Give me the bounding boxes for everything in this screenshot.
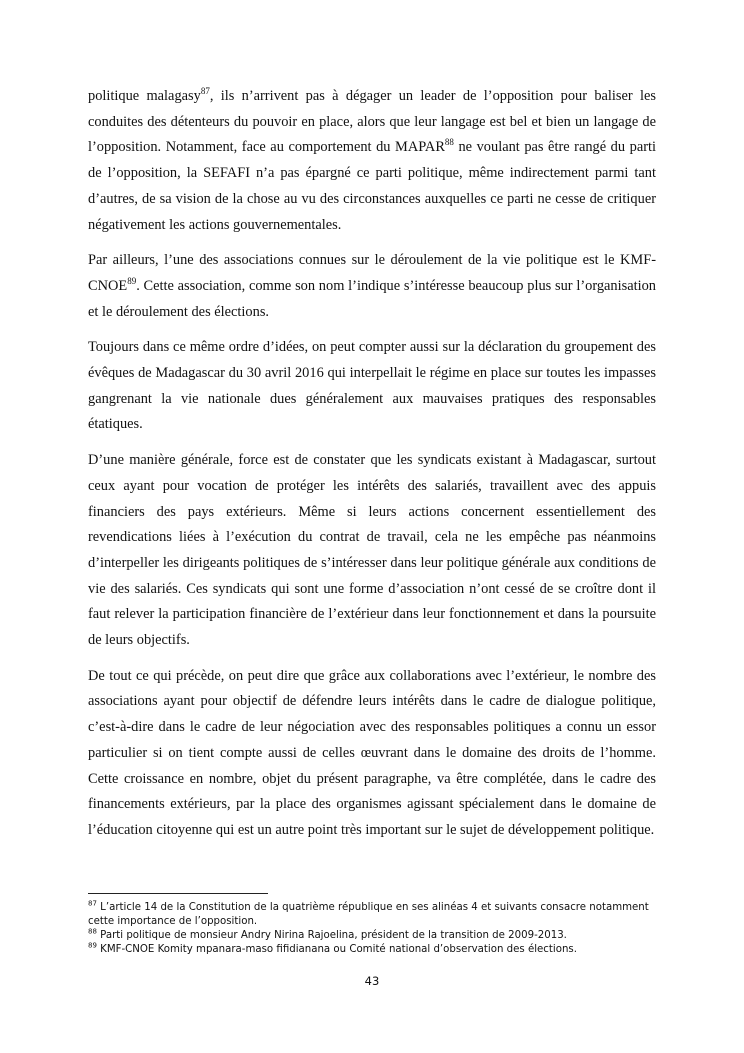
footnote-number: 88 <box>88 927 97 936</box>
footnotes <box>88 901 656 957</box>
paragraph-text: . Cette association, comme son nom l’indique s’intéresse beaucoup plus sur l’organisation et le déroulement des élections. <box>88 277 656 320</box>
footnote-number: 87 <box>88 899 97 908</box>
footnote-ref-89[interactable]: 89 <box>127 276 137 287</box>
paragraph-text: , ils n’arrivent pas à dégager un leader de l’opposition pour baliser les conduites des détenteurs du pouvoir en place, alors que leur langage est bel et bien un langage de l’opposition. Notamment, face au comportement du MAPAR <box>88 88 656 156</box>
paragraph-3 <box>88 335 656 438</box>
footnote-ref-88[interactable]: 88 <box>444 137 454 148</box>
paragraph-2 <box>88 248 656 325</box>
footnote-text: L’article 14 de la Constitution de la quatrième république en ses alinéas 4 et suivants consacre notamment cette importance de l’opposition. <box>88 902 649 927</box>
paragraph-text: D’une manière générale, force est de constater que les syndicats existant à Madagascar, surtout ceux ayant pour vocation de protéger les intérêts des salariés, travaillent avec des appuis financiers des pays extérieurs. Même si leurs actions concernent essentiellement des revendications liées à l’exécution du contrat de travail, cela ne les empêche pas néanmoins d’interpeller les dirigeants politiques de s’intéresser dans leur politique générale aux conditions de vie des salariés. Ces syndicats qui sont une forme d’association n’ont cessé de se croître dont il faut relever la participation financière de l’extérieur dans leur fonctionnement et dans la poursuite de leurs objectifs. <box>88 452 656 649</box>
paragraph-4 <box>88 448 656 654</box>
page-number: 43 <box>364 974 380 988</box>
paragraph-text: De tout ce qui précède, on peut dire que grâce aux collaborations avec l’extérieur, le nombre des associations ayant pour objectif de défendre leurs intérêts dans le cadre de dialogue politique, c’est-à-dire dans le cadre de leur négociation avec des responsables politiques a connu un essor particulier si on tient compte aussi de celles œuvrant dans le domaine des droits de l’homme. Cette croissance en nombre, objet du présent paragraphe, va être complétée, dans le cadre des financements extérieurs, par la place des organismes agissant spécialement dans le domaine de l’éducation citoyenne qui est un autre point très important sur le sujet de développement politique. <box>88 667 656 838</box>
paragraph-text: Par ailleurs, l’une des associations connues sur le déroulement de la vie politique est le KMF-CNOE <box>88 252 656 294</box>
footnote-text: KMF-CNOE Komity mpanara-maso fifidianana ou Comité national d’observation des élections. <box>96 944 577 955</box>
footnote-ref-87[interactable]: 87 <box>200 86 210 97</box>
footnote-separator <box>88 893 268 894</box>
footnote-87 <box>88 901 656 929</box>
footnote-text: Parti politique de monsieur Andry Nirina Rajoelina, président de la transition de 2009-2013. <box>96 930 567 941</box>
footnote-88 <box>88 929 656 943</box>
paragraph-text: politique malagasy <box>88 88 201 104</box>
paragraph-text: ne voulant pas être rangé du parti de l’opposition, la SEFAFI n’a pas épargné ce parti politique, même indirectement parmi tant d’autres, de sa vision de la chose au vu des circonstances auxquelles ce parti ne cesse de critiquer négativement les actions gouvernementales. <box>88 139 657 233</box>
body-text <box>88 84 656 854</box>
footnote-number: 89 <box>88 941 97 950</box>
paragraph-5 <box>88 664 656 844</box>
paragraph-1 <box>88 84 656 238</box>
footnote-89 <box>88 943 656 957</box>
paragraph-text: Toujours dans ce même ordre d’idées, on peut compter aussi sur la déclaration du groupement des évêques de Madagascar du 30 avril 2016 qui interpellait le régime en place sur toutes les impasses gangrenant la vie nationale dues généralement aux mauvaises pratiques des responsables étatiques. <box>88 339 656 433</box>
